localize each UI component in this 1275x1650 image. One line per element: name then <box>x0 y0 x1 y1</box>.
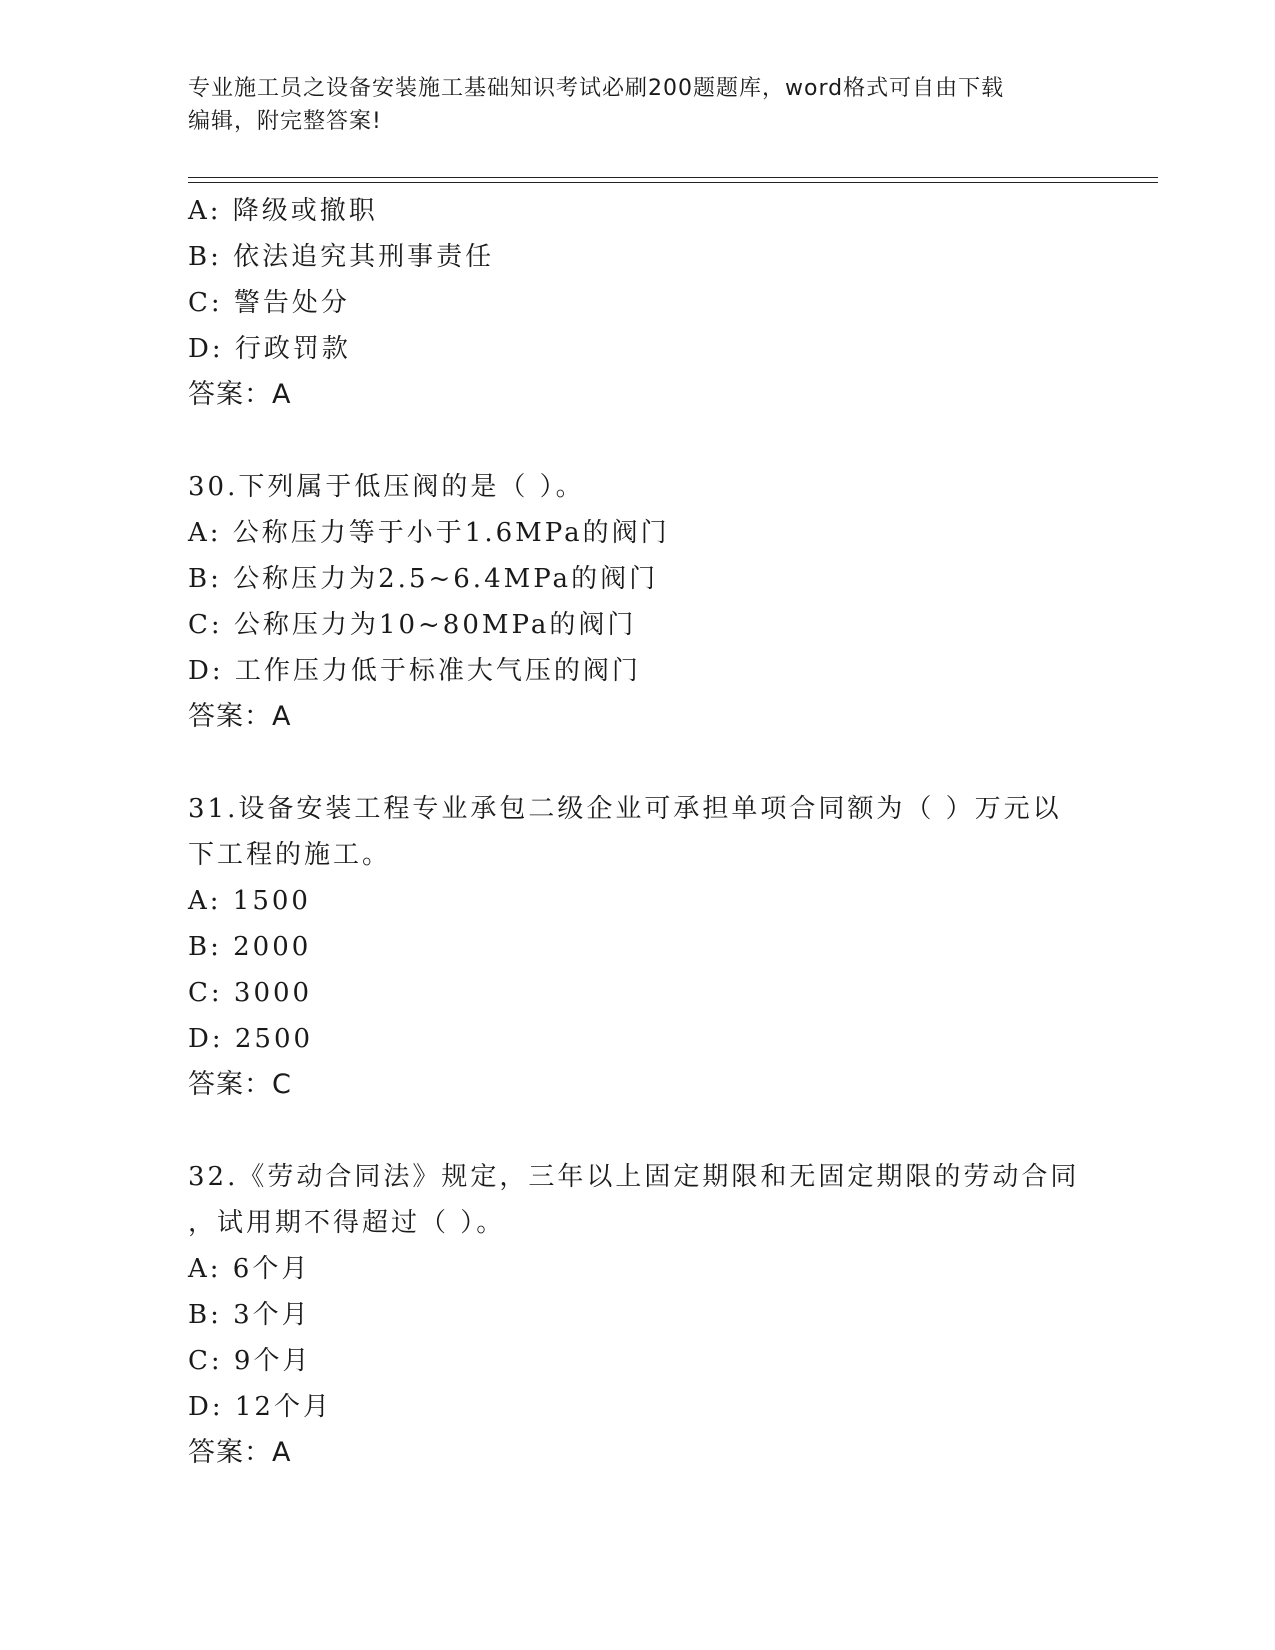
question-stem-continued: 下工程的施工。 <box>188 840 392 870</box>
option-c: C: 9个月 <box>188 1346 312 1376</box>
option-b: B: 3个月 <box>188 1300 311 1330</box>
answer-line: 答案：C <box>188 1069 292 1100</box>
question-32-block <box>188 1154 1088 1476</box>
option-d: D: 工作压力低于标准大气压的阀门 <box>188 656 641 686</box>
header-rule-bottom <box>188 182 1158 183</box>
question-31-block <box>188 786 1088 1108</box>
question-stem: 30.下列属于低压阀的是（ ）。 <box>188 472 585 502</box>
option-a: A: 降级或撤职 <box>188 196 378 226</box>
option-b: B: 2000 <box>188 932 312 962</box>
option-a: A: 6个月 <box>188 1254 311 1284</box>
answer-line: 答案：A <box>188 701 292 732</box>
header-rule-top <box>188 177 1158 178</box>
option-c: C: 警告处分 <box>188 288 350 318</box>
question-stem: 32.《劳动合同法》规定，三年以上固定期限和无固定期限的劳动合同 <box>188 1162 1080 1192</box>
option-b: B: 公称压力为2.5~6.4MPa的阀门 <box>188 564 659 594</box>
header-line-2: 编辑，附完整答案! <box>188 109 382 134</box>
question-29-block <box>188 188 1088 418</box>
option-c: C: 3000 <box>188 978 313 1008</box>
option-d: D: 2500 <box>188 1024 314 1054</box>
option-c: C: 公称压力为10~80MPa的阀门 <box>188 610 637 640</box>
question-list <box>188 188 1088 1476</box>
question-stem-continued: ，试用期不得超过（ ）。 <box>188 1208 506 1238</box>
header-line-1: 专业施工员之设备安装施工基础知识考试必刷200题题库，word格式可自由下载 <box>188 76 1005 101</box>
option-d: D: 行政罚款 <box>188 334 351 364</box>
question-30-block <box>188 464 1088 740</box>
document-header <box>188 72 1078 138</box>
option-a: A: 1500 <box>188 886 311 916</box>
option-b: B: 依法追究其刑事责任 <box>188 242 495 272</box>
option-d: D: 12个月 <box>188 1392 332 1422</box>
answer-line: 答案：A <box>188 1437 292 1468</box>
option-a: A: 公称压力等于小于1.6MPa的阀门 <box>188 518 670 548</box>
question-stem: 31.设备安装工程专业承包二级企业可承担单项合同额为（ ）万元以 <box>188 794 1062 824</box>
answer-line: 答案：A <box>188 379 292 410</box>
